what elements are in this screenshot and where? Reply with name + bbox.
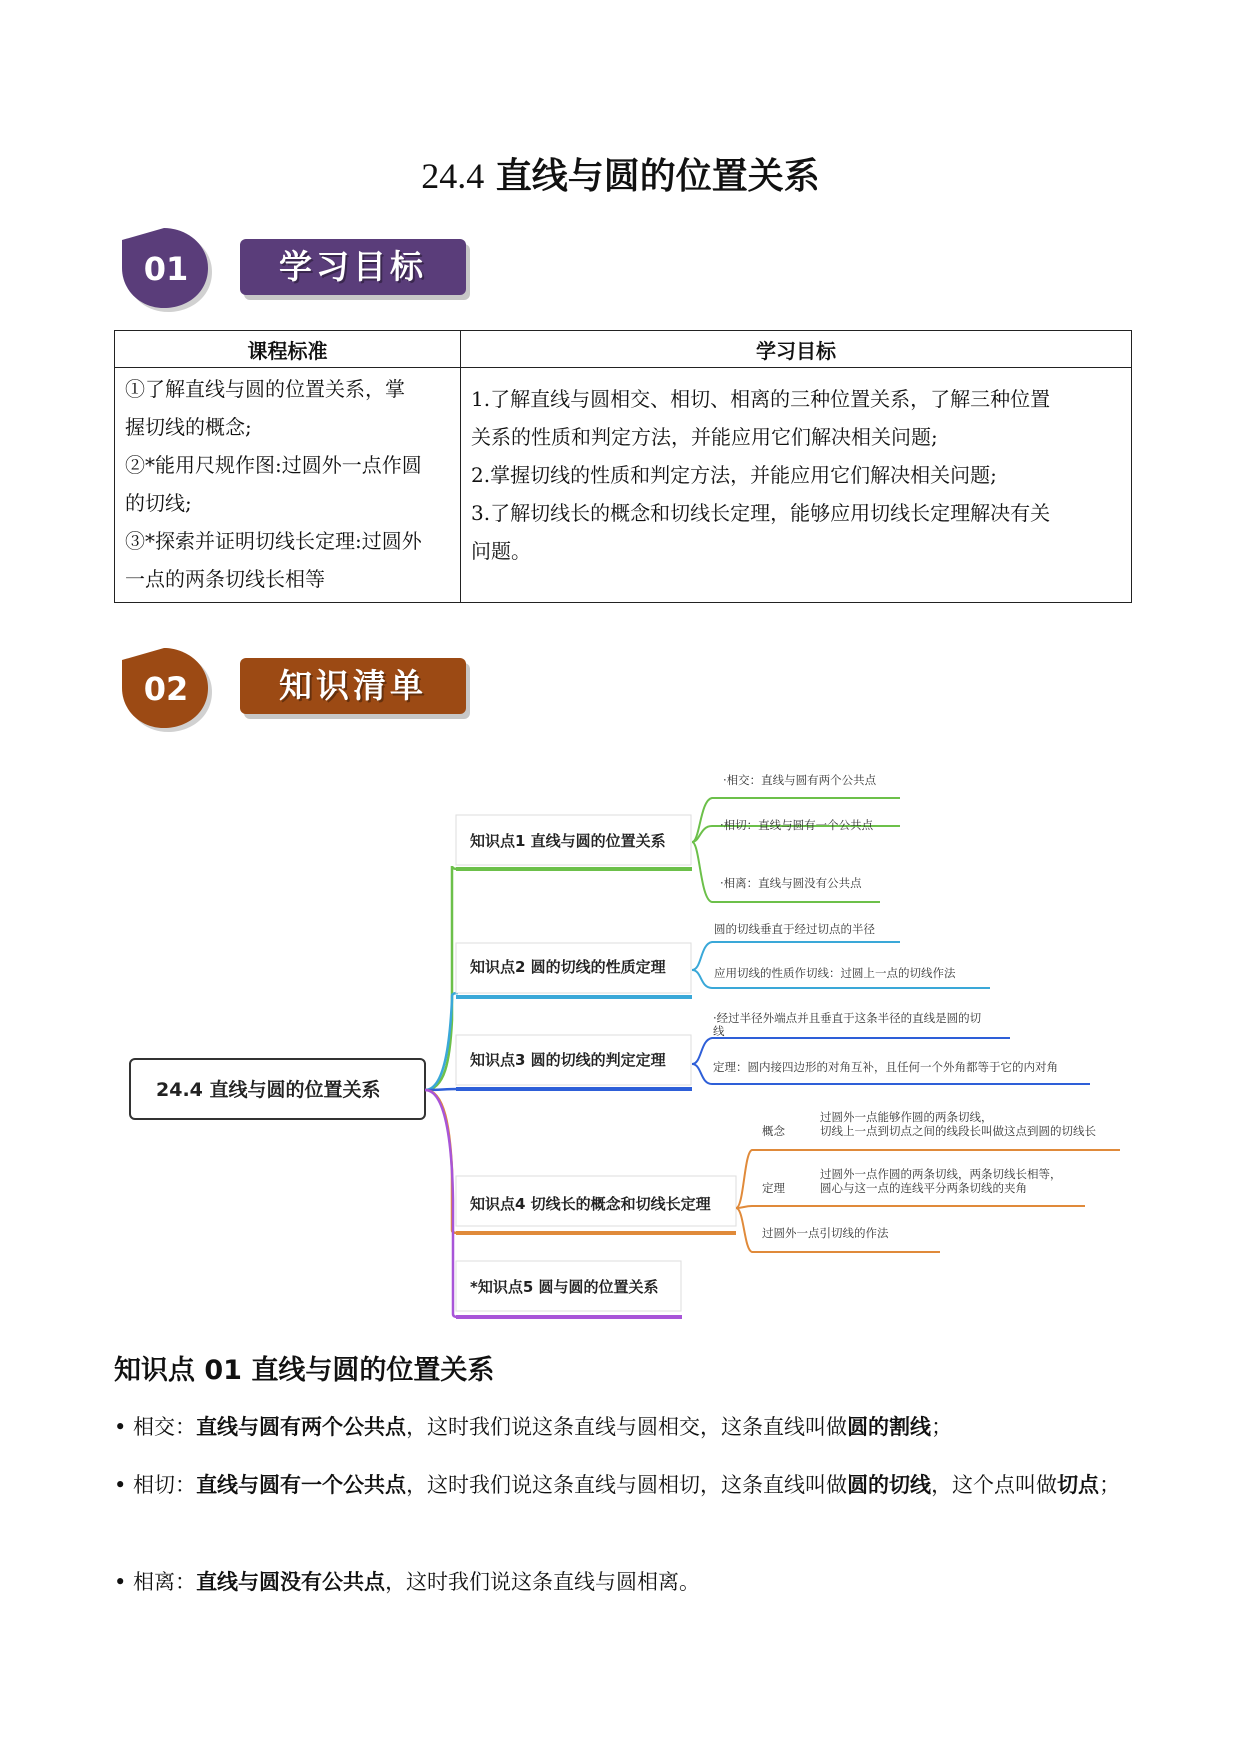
connector-branch-1 <box>425 866 458 1090</box>
header-standards: 课程标准 <box>115 331 461 368</box>
paragraph-separate: • 相离：直线与圆没有公共点，这时我们说这条直线与圆相离。 <box>114 1570 701 1594</box>
header-objectives: 学习目标 <box>461 331 1132 368</box>
mindmap-leaf-4b-tag: 定理 <box>762 1181 785 1195</box>
knowledge-1-heading: 知识点 01 直线与圆的位置关系 <box>114 1355 495 1386</box>
standards-line: 的切线; <box>125 491 192 515</box>
objectives-line: 1.了解直线与圆相交、相切、相离的三种位置关系，了解三种位置 <box>471 387 1051 411</box>
section-1-banner: 学习目标 <box>240 239 466 295</box>
standards-line: 握切线的概念; <box>125 415 252 439</box>
mindmap-leaf-4a-tag: 概念 <box>762 1124 785 1138</box>
section-1-number: 01 <box>143 250 189 288</box>
mindmap-branch-1: 知识点1 直线与圆的位置关系 <box>470 832 666 850</box>
mindmap-leaf-4b-line2: 圆心与这一点的连线平分两条切线的夹角 <box>820 1181 1027 1195</box>
mindmap-branch-3: 知识点3 圆的切线的判定定理 <box>470 1051 666 1069</box>
objectives-line: 关系的性质和判定方法，并能应用它们解决相关问题; <box>471 425 938 449</box>
objectives-line: 问题。 <box>471 539 531 563</box>
mindmap-leaf-4a-line1: 过圆外一点能够作圆的两条切线， <box>820 1110 993 1124</box>
mindmap-leaf-3a-cont: 线 <box>713 1024 725 1038</box>
standards-line: ①了解直线与圆的位置关系，掌 <box>125 377 405 401</box>
mindmap-branch-4: 知识点4 切线长的概念和切线长定理 <box>470 1195 711 1213</box>
mindmap-root-label: 24.4 直线与圆的位置关系 <box>156 1079 381 1101</box>
mindmap-leaf-3a: ·经过半径外端点并且垂直于这条半径的直线是圆的切 <box>713 1011 982 1025</box>
mindmap-leaf-2b: 应用切线的性质作切线：过圆上一点的切线作法 <box>714 966 956 980</box>
title-text: 直线与圆的位置关系 <box>495 156 820 197</box>
objectives-line: 3.了解切线长的概念和切线长定理，能够应用切线长定理解决有关 <box>471 501 1051 525</box>
standards-line: 一点的两条切线长相等 <box>125 567 325 591</box>
title-number: 24.4 <box>421 156 485 196</box>
mindmap-leaf-4a-line2: 切线上一点到切点之间的线段长叫做这点到圆的切线长 <box>820 1124 1096 1138</box>
mindmap-leaf-4b-line1: 过圆外一点作圆的两条切线，两条切线长相等， <box>820 1167 1062 1181</box>
mindmap-leaf-2a: 圆的切线垂直于经过切点的半径 <box>714 922 875 936</box>
section-2-banner: 知识清单 <box>240 658 466 714</box>
mindmap-leaf-4c: 过圆外一点引切线的作法 <box>762 1226 889 1240</box>
mindmap-leaf-1c: ·相离：直线与圆没有公共点 <box>720 876 862 890</box>
standards-line: ③*探索并证明切线长定理:过圆外 <box>125 529 422 553</box>
connector-branch-5 <box>425 1090 458 1317</box>
paragraph-intersect: • 相交：直线与圆有两个公共点，这时我们说这条直线与圆相交，这条直线叫做圆的割线； <box>114 1415 953 1439</box>
mindmap-leaf-3b: 定理：圆内接四边形的对角互补，且任何一个外角都等于它的内对角 <box>713 1060 1058 1074</box>
mindmap-branch-2: 知识点2 圆的切线的性质定理 <box>470 958 666 976</box>
objectives-line: 2.掌握切线的性质和判定方法，并能应用它们解决相关问题; <box>471 463 997 487</box>
mindmap-leaf-1b: ·相切：直线与圆有一个公共点 <box>720 818 874 832</box>
standards-line: ②*能用尺规作图:过圆外一点作圆 <box>125 453 422 477</box>
paragraph-tangent: • 相切：直线与圆有一个公共点，这时我们说这条直线与圆相切，这条直线叫做圆的切线，这个点叫做切点； <box>114 1473 1121 1497</box>
mindmap-leaf-1a: ·相交：直线与圆有两个公共点 <box>723 773 877 787</box>
mindmap-branch-5: *知识点5 圆与圆的位置关系 <box>470 1278 659 1296</box>
section-2-number: 02 <box>143 670 189 708</box>
